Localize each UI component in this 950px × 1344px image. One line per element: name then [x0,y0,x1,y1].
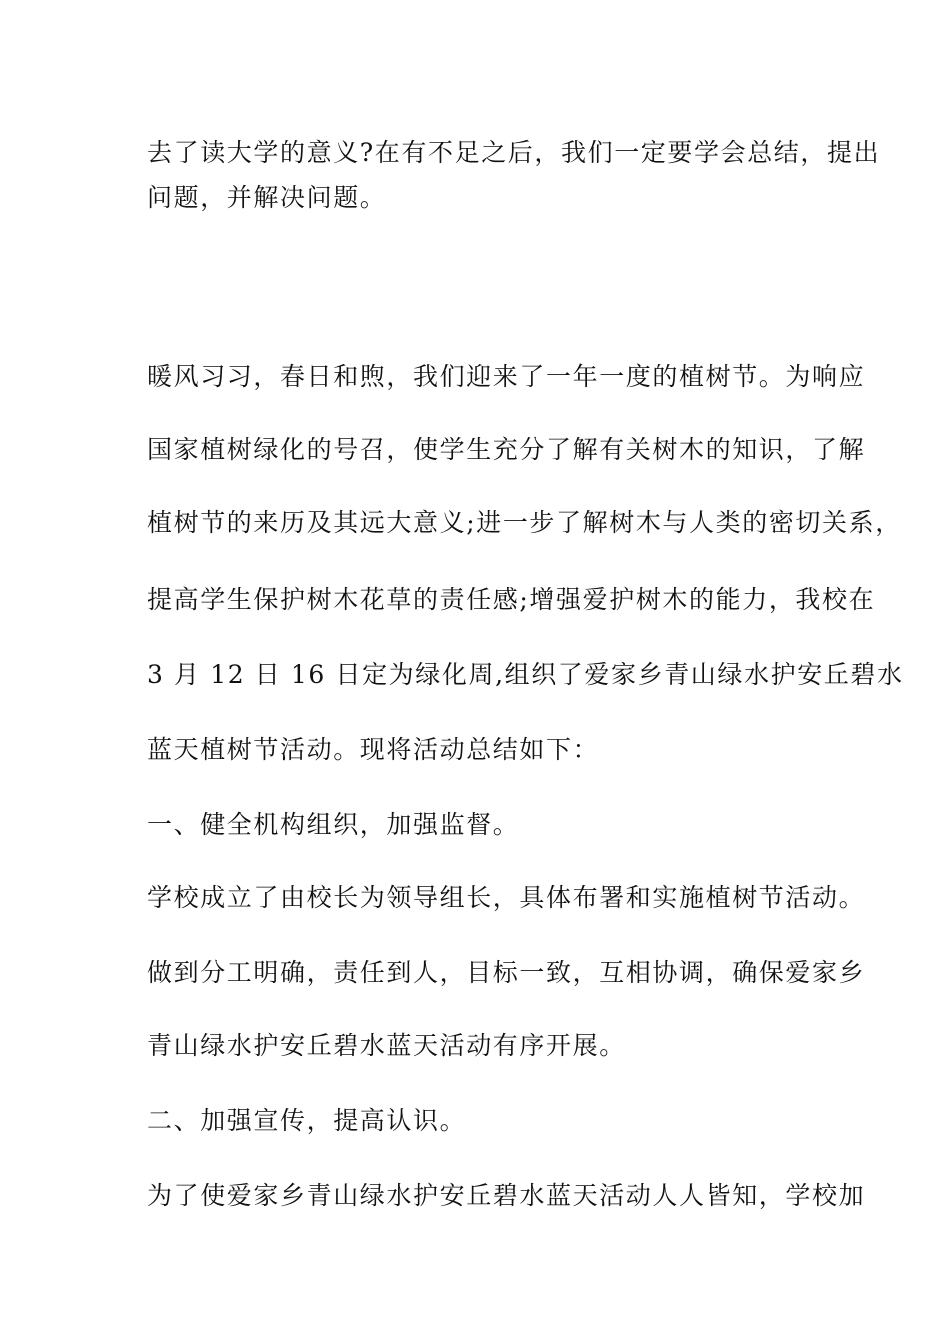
section-heading: 一、健全机构组织，加强监督。 [147,810,520,839]
paragraph-line: 去了读大学的意义?在有不足之后，我们一定要学会总结，提出 [147,138,881,167]
paragraph-line: 做到分工明确，责任到人，目标一致，互相协调，确保爱家乡 [147,958,866,987]
paragraph-line: 提高学生保护树木花草的责任感;增强爱护树木的能力，我校在 [147,585,876,614]
paragraph-line: 为了使爱家乡青山绿水护安丘碧水蓝天活动人人皆知，学校加 [147,1181,866,1210]
paragraph-line: 暖风习习，春日和煦，我们迎来了一年一度的植树节。为响应 [147,362,866,391]
paragraph-line: 青山绿水护安丘碧水蓝天活动有序开展。 [147,1031,626,1060]
paragraph-line: 国家植树绿化的号召，使学生充分了解有关树木的知识，了解 [147,435,866,464]
paragraph-line: 植树节的来历及其远大意义;进一步了解树木与人类的密切关系， [147,508,902,537]
section-heading: 二、加强宣传，提高认识。 [147,1106,467,1135]
paragraph-line: 蓝天植树节活动。现将活动总结如下： [147,735,600,764]
paragraph-line: 3 月 12 日 16 日定为绿化周,组织了爱家乡青山绿水护安丘碧水 [147,660,904,689]
paragraph-line: 学校成立了由校长为领导组长，具体布署和实施植树节活动。 [147,883,866,912]
paragraph-line: 问题，并解决问题。 [147,183,387,212]
